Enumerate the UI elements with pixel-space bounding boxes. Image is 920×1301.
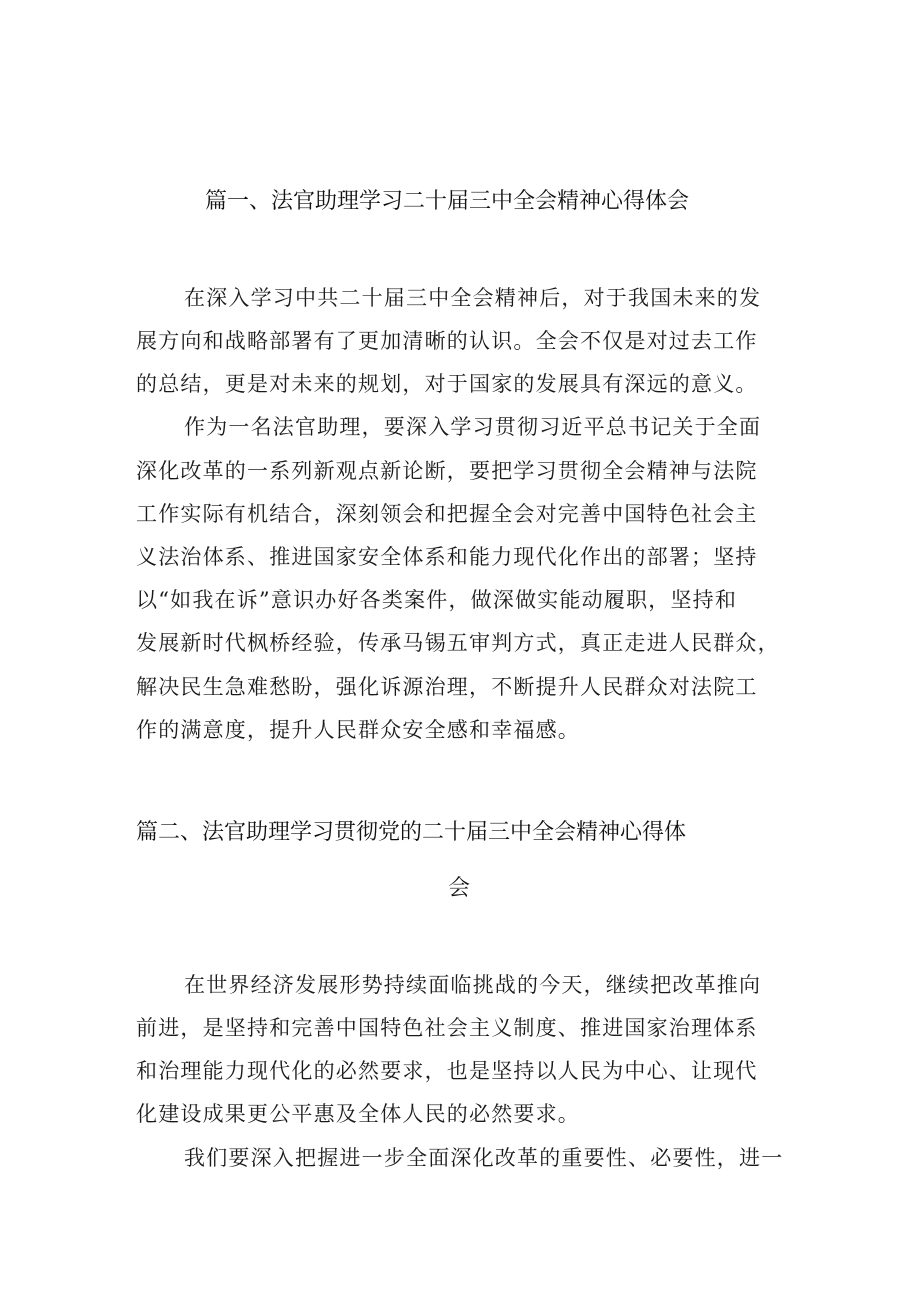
section1-title: 篇一、法官助理学习二十届三中全会精神心得体会 [205, 189, 690, 214]
section1-p2-line1: 作为一名法官助理，要深入学习贯彻习近平总书记关于全面 [184, 415, 762, 439]
section1-p1-line1: 在深入学习中共二十届三中全会精神后，对于我国未来的发 [184, 286, 762, 310]
section1-p2-line7: 解决民生急难愁盼，强化诉源治理，不断提升人民群众对法院工 [136, 675, 758, 699]
section2-title-line1: 篇二、法官助理学习贯彻党的二十届三中全会精神心得体 [136, 820, 687, 845]
section1-p2-line6: 发展新时代枫桥经验，传承马锡五审判方式，真正走进人民群众， [136, 631, 780, 655]
section1-p2-line2: 深化改革的一系列新观点新论断，要把学习贯彻全会精神与法院 [136, 459, 758, 483]
section2-p1-line1: 在世界经济发展形势持续面临挑战的今天，继续把改革推向 [184, 973, 762, 997]
section1-p2-line8: 作的满意度，提升人民群众安全感和幸福感。 [136, 718, 580, 742]
section2-p2-line1: 我们要深入把握进一步全面深化改革的重要性、必要性，进一 [184, 1146, 784, 1170]
section1-p2-line3: 工作实际有机结合，深刻领会和把握全会对完善中国特色社会主 [136, 502, 758, 526]
section2-p1-line2: 前进，是坚持和完善中国特色社会主义制度、推进国家治理体系 [136, 1016, 758, 1040]
section2-p1-line4: 化建设成果更公平惠及全体人民的必然要求。 [136, 1102, 580, 1126]
section1-p1-line2: 展方向和战略部署有了更加清晰的认识。全会不仅是对过去工作 [136, 329, 758, 353]
section1-p2-line4: 义法治体系、推进国家安全体系和能力现代化作出的部署；坚持 [136, 545, 758, 569]
section2-title-line2: 会 [448, 876, 471, 901]
section1-p2-line5: 以“如我在诉”意识办好各类案件，做深做实能动履职，坚持和 [136, 588, 738, 612]
section2-p1-line3: 和治理能力现代化的必然要求，也是坚持以人民为中心、让现代 [136, 1059, 758, 1083]
section1-p1-line3: 的总结，更是对未来的规划，对于国家的发展具有深远的意义。 [136, 372, 758, 396]
